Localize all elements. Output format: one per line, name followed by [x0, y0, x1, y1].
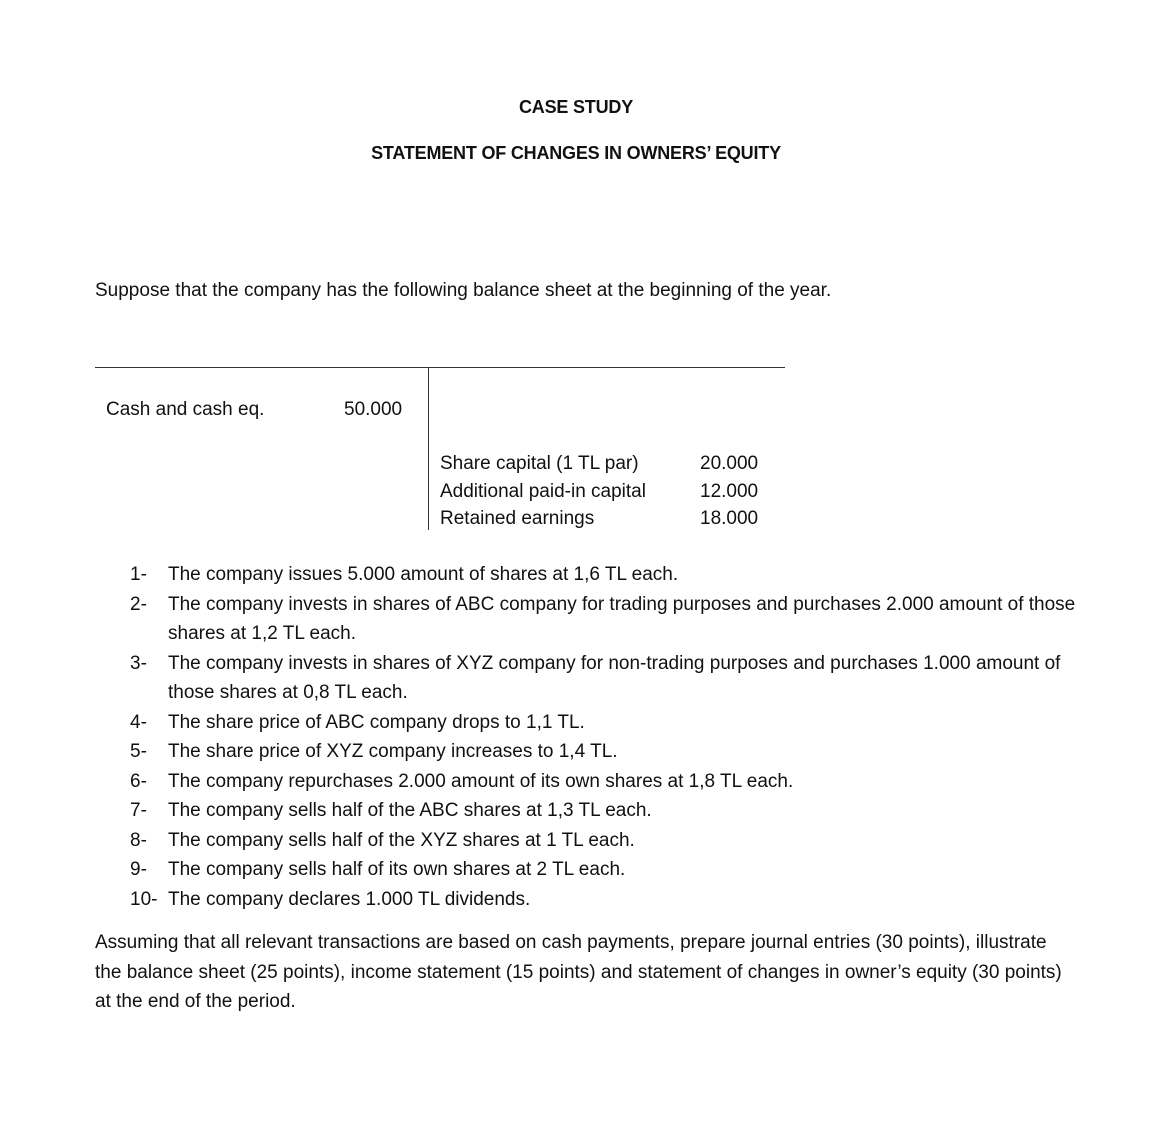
list-item-number: 2- — [130, 593, 147, 615]
list-item-number: 9- — [130, 859, 147, 880]
asset-label: Cash and cash eq. — [106, 399, 265, 420]
list-item-text: The company invests in shares of ABC company for trading purposes and purchases 2.000 amount of those shares at 1,2 TL each. — [168, 593, 1076, 644]
list-item — [130, 737, 1080, 767]
page-subtitle: STATEMENT OF CHANGES IN OWNERS’ EQUITY — [371, 143, 781, 163]
list-item-text: The company declares 1.000 TL dividends. — [168, 888, 531, 910]
equity-amount: 20.000 — [700, 453, 759, 474]
list-item-number: 3- — [130, 652, 147, 674]
t-account-vertical-line — [428, 367, 429, 530]
list-item-text: The company invests in shares of XYZ company for non-trading purposes and purchases 1.000 amount of those shares at 0,8 TL each. — [168, 652, 1061, 703]
list-item-text: The company issues 5.000 amount of shares at 1,6 TL each. — [168, 564, 679, 585]
list-item-number: 7- — [130, 800, 147, 821]
list-item — [130, 590, 1080, 649]
list-item-number: 5- — [130, 741, 147, 762]
list-item-text: The company sells half of the XYZ shares at 1 TL each. — [168, 829, 635, 851]
list-item-text: The share price of ABC company drops to 1,1 TL. — [168, 711, 585, 733]
equity-amount: 18.000 — [700, 508, 759, 529]
intro-paragraph: Suppose that the company has the following balance sheet at the beginning of the year. — [95, 280, 832, 301]
list-item — [130, 649, 1080, 708]
list-item — [130, 560, 1080, 590]
list-item-number: 4- — [130, 711, 147, 733]
list-item-text: The company repurchases 2.000 amount of its own shares at 1,8 TL each. — [168, 770, 794, 792]
list-item-number: 6- — [130, 770, 147, 792]
equity-amount: 12.000 — [700, 481, 759, 502]
page-title: CASE STUDY — [518, 97, 634, 117]
list-item — [130, 767, 1080, 797]
closing-paragraph: Assuming that all relevant transactions are based on cash payments, prepare journal entries (30 points), illustrate the balance sheet (25 points), income statement (15 points) and statement of changes in owner’s equity (30 points) at the end of the period. — [95, 932, 1062, 1012]
list-item — [130, 708, 1080, 738]
list-item — [130, 796, 1080, 826]
equity-label: Additional paid-in capital — [440, 481, 646, 502]
list-item-text: The company sells half of its own shares at 2 TL each. — [168, 859, 626, 880]
asset-amount: 50.000 — [344, 399, 403, 420]
list-item — [130, 826, 1080, 856]
list-item — [130, 885, 1080, 915]
t-account-horizontal-line — [95, 367, 785, 368]
list-item-text: The company sells half of the ABC shares at 1,3 TL each. — [168, 800, 652, 821]
list-item — [130, 855, 1080, 885]
list-item-number: 10- — [130, 888, 158, 910]
transaction-list — [130, 560, 1080, 914]
list-item-number: 8- — [130, 829, 147, 851]
list-item-number: 1- — [130, 564, 147, 585]
list-item-text: The share price of XYZ company increases to 1,4 TL. — [168, 741, 618, 762]
equity-label: Share capital (1 TL par) — [440, 453, 639, 474]
equity-label: Retained earnings — [440, 508, 595, 529]
